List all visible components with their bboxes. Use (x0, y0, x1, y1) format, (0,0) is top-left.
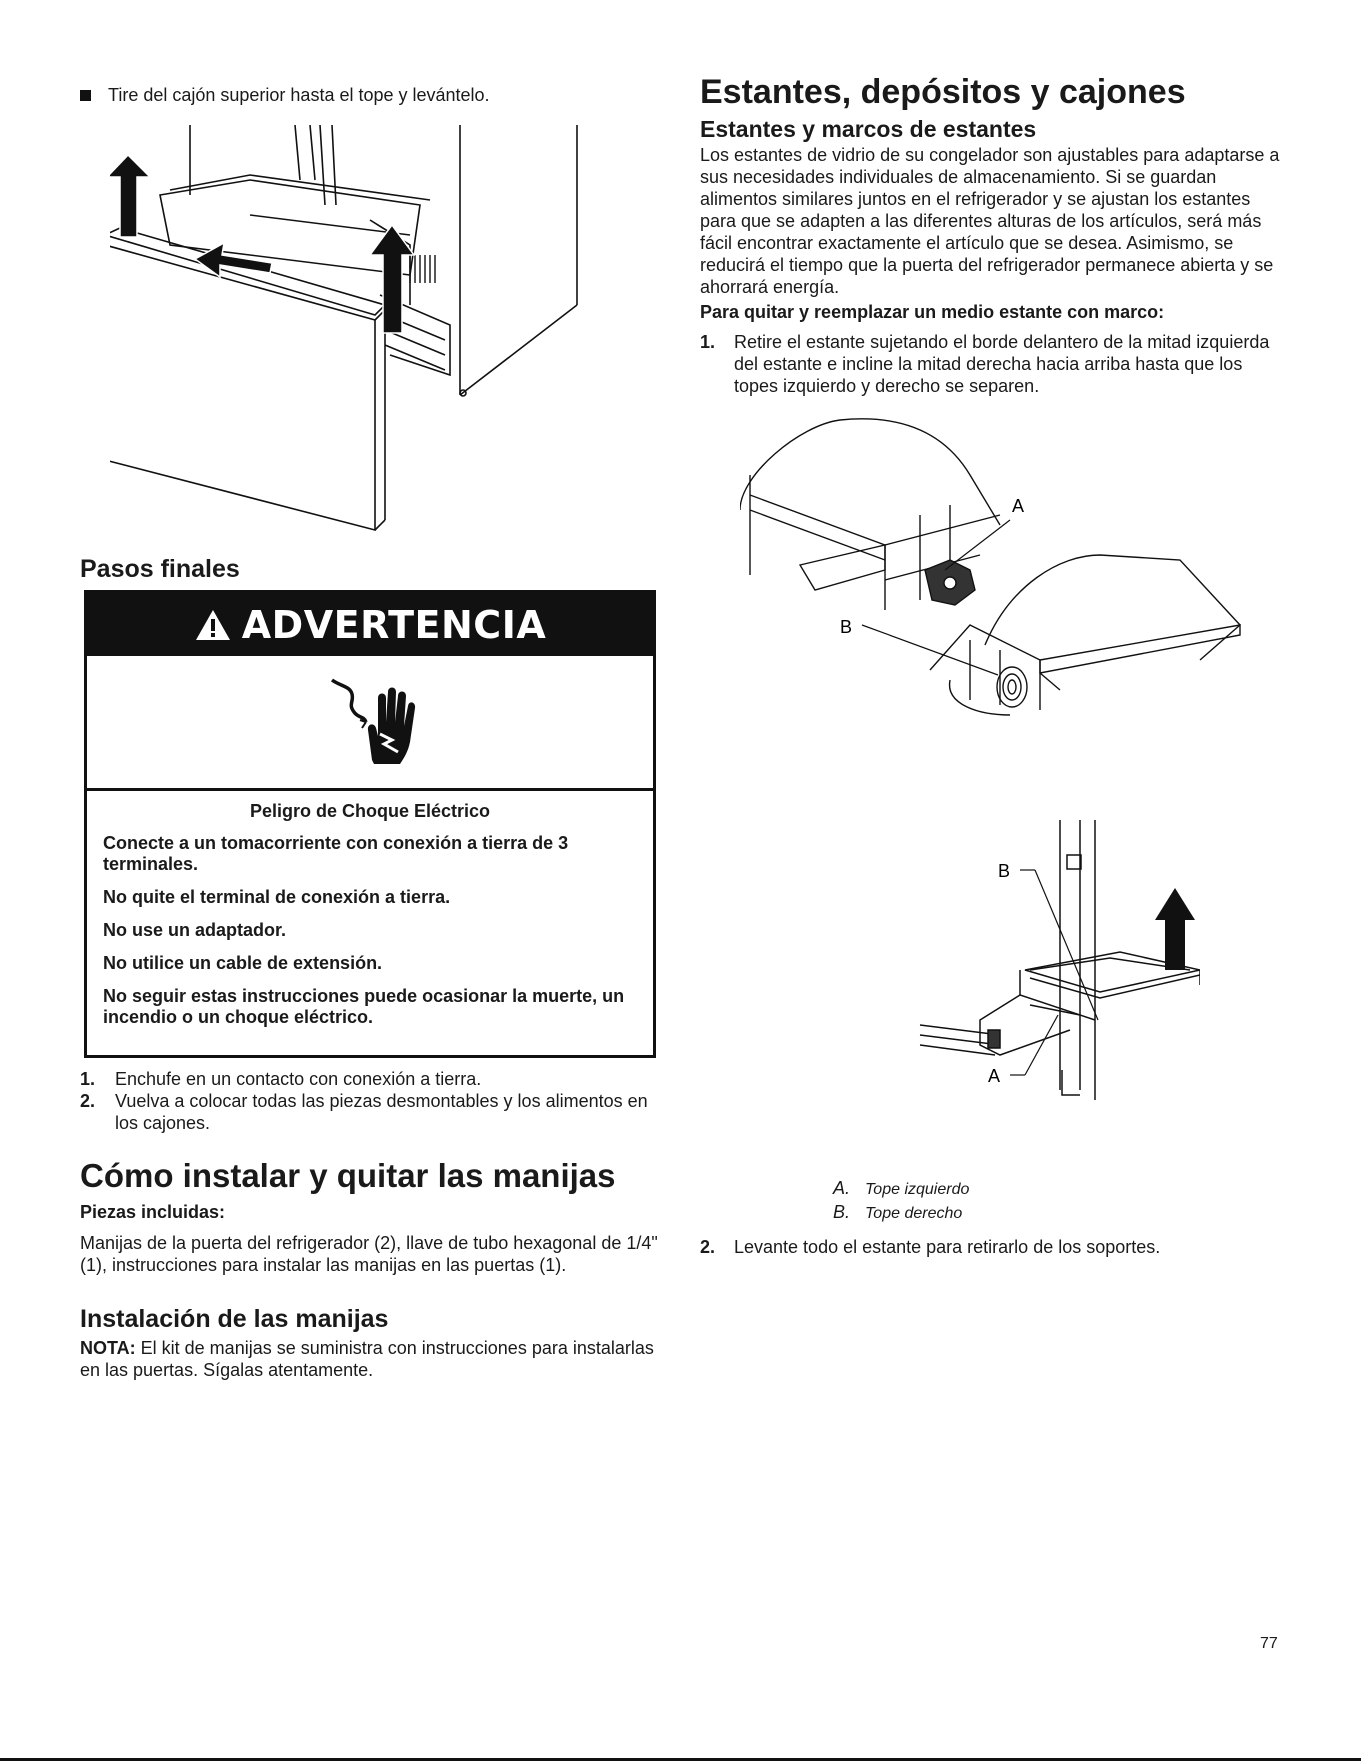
label-b-2: B (998, 861, 1011, 881)
up-arrow-icon (110, 155, 150, 237)
label-a-2: A (988, 1066, 1001, 1086)
electric-shock-hand-icon (320, 672, 420, 772)
parts-heading: Piezas incluidas: (80, 1202, 226, 1222)
warning-triangle-icon (194, 608, 232, 642)
handles-heading: Cómo instalar y quitar las manijas (80, 1157, 616, 1194)
shelf-stops-illustration (740, 415, 1300, 790)
legend-item (833, 1177, 969, 1201)
drawer-instruction (80, 85, 490, 106)
warning-paragraph: No quite el terminal de conexión a tierra. (103, 887, 451, 907)
legend-key: A. (833, 1178, 851, 1198)
parts-text: Manijas de la puerta del refrigerador (2), llave de tubo hexagonal de 1/4" (1), instrucciones para instalar las manijas en las puertas (1). (80, 1233, 658, 1275)
legend-item (833, 1201, 969, 1225)
freezer-drawer-illustration (110, 125, 670, 545)
step-number: 1. (700, 332, 716, 352)
label-a: A (1012, 496, 1025, 516)
warning-paragraph: No utilice un cable de extensión. (103, 953, 383, 973)
warning-paragraph: No seguir estas instrucciones puede ocasionar la muerte, un incendio o un choque eléctrico. (103, 986, 625, 1027)
warning-box (84, 590, 656, 1058)
list-item (80, 1068, 660, 1090)
warning-title: Peligro de Choque Eléctrico (249, 801, 491, 821)
note-paragraph (80, 1337, 660, 1381)
step-text: Levante todo el estante para retirarlo de los soportes. (734, 1237, 1161, 1257)
shelf-frames-heading: Estantes y marcos de estantes (700, 116, 1037, 142)
legend-text: Tope izquierdo (865, 1181, 970, 1198)
step-text: Retire el estante sujetando el borde delantero de la mitad izquierda del estante e incline la mitad derecha hacia arriba hasta que los topes izquierdo y derecho se separen. (734, 332, 1270, 396)
label-b: B (840, 617, 853, 637)
warning-text (87, 791, 653, 1028)
shelf-support-illustration (880, 820, 1200, 1140)
figure-legend (833, 1177, 969, 1225)
list-item (700, 1236, 1290, 1258)
shelves-heading: Estantes, depósitos y cajones (700, 73, 1186, 111)
procedure-heading: Para quitar y reemplazar un medio estante con marco: (700, 302, 1165, 322)
warning-icon-area (87, 656, 653, 791)
list-item (80, 1090, 660, 1134)
warning-paragraph: Conecte a un tomacorriente con conexión a tierra de 3 terminales. (103, 833, 569, 874)
warning-header-text: ADVERTENCIA (241, 602, 547, 647)
left-arrow-icon (195, 243, 272, 277)
list-item (700, 331, 1290, 397)
up-arrow-icon-3 (1155, 888, 1195, 970)
warning-header (87, 593, 653, 656)
note-label: NOTA: (80, 1338, 136, 1358)
warning-paragraph: No use un adaptador. (103, 920, 287, 940)
drawer-instruction-text: Tire del cajón superior hasta el tope y levántelo. (108, 85, 490, 105)
final-steps-heading: Pasos finales (80, 555, 240, 583)
final-steps-list (80, 1068, 660, 1134)
step-text: Enchufe en un contacto con conexión a tierra. (115, 1069, 482, 1089)
installation-heading: Instalación de las manijas (80, 1305, 389, 1333)
note-text: El kit de manijas se suministra con instrucciones para instalarlas en las puertas. Sígalas atentamente. (80, 1338, 654, 1380)
up-arrow-icon-2 (370, 225, 414, 333)
bullet-square-icon (80, 90, 91, 101)
step-text: Vuelva a colocar todas las piezas desmontables y los alimentos en los cajones. (115, 1091, 648, 1133)
legend-text: Tope derecho (865, 1205, 963, 1222)
shelves-intro: Los estantes de vidrio de su congelador son ajustables para adaptarse a sus necesidades individuales de almacenamiento. Si se guardan alimentos similares juntos en el refrigerador y se ajustan los estantes para que se adapten a las diferentes alturas de los artículos, será más fácil encontrar exactamente el artículo que se desea. Asimismo, se reducirá el tiempo que la puerta del refrigerador permanece abierta y se ahorrará energía. (700, 145, 1280, 297)
legend-key: B. (833, 1202, 851, 1222)
step-number: 2. (700, 1237, 716, 1257)
step-number: 1. (80, 1069, 96, 1089)
step-number: 2. (80, 1091, 96, 1111)
page-number: 77 (1260, 1635, 1278, 1652)
